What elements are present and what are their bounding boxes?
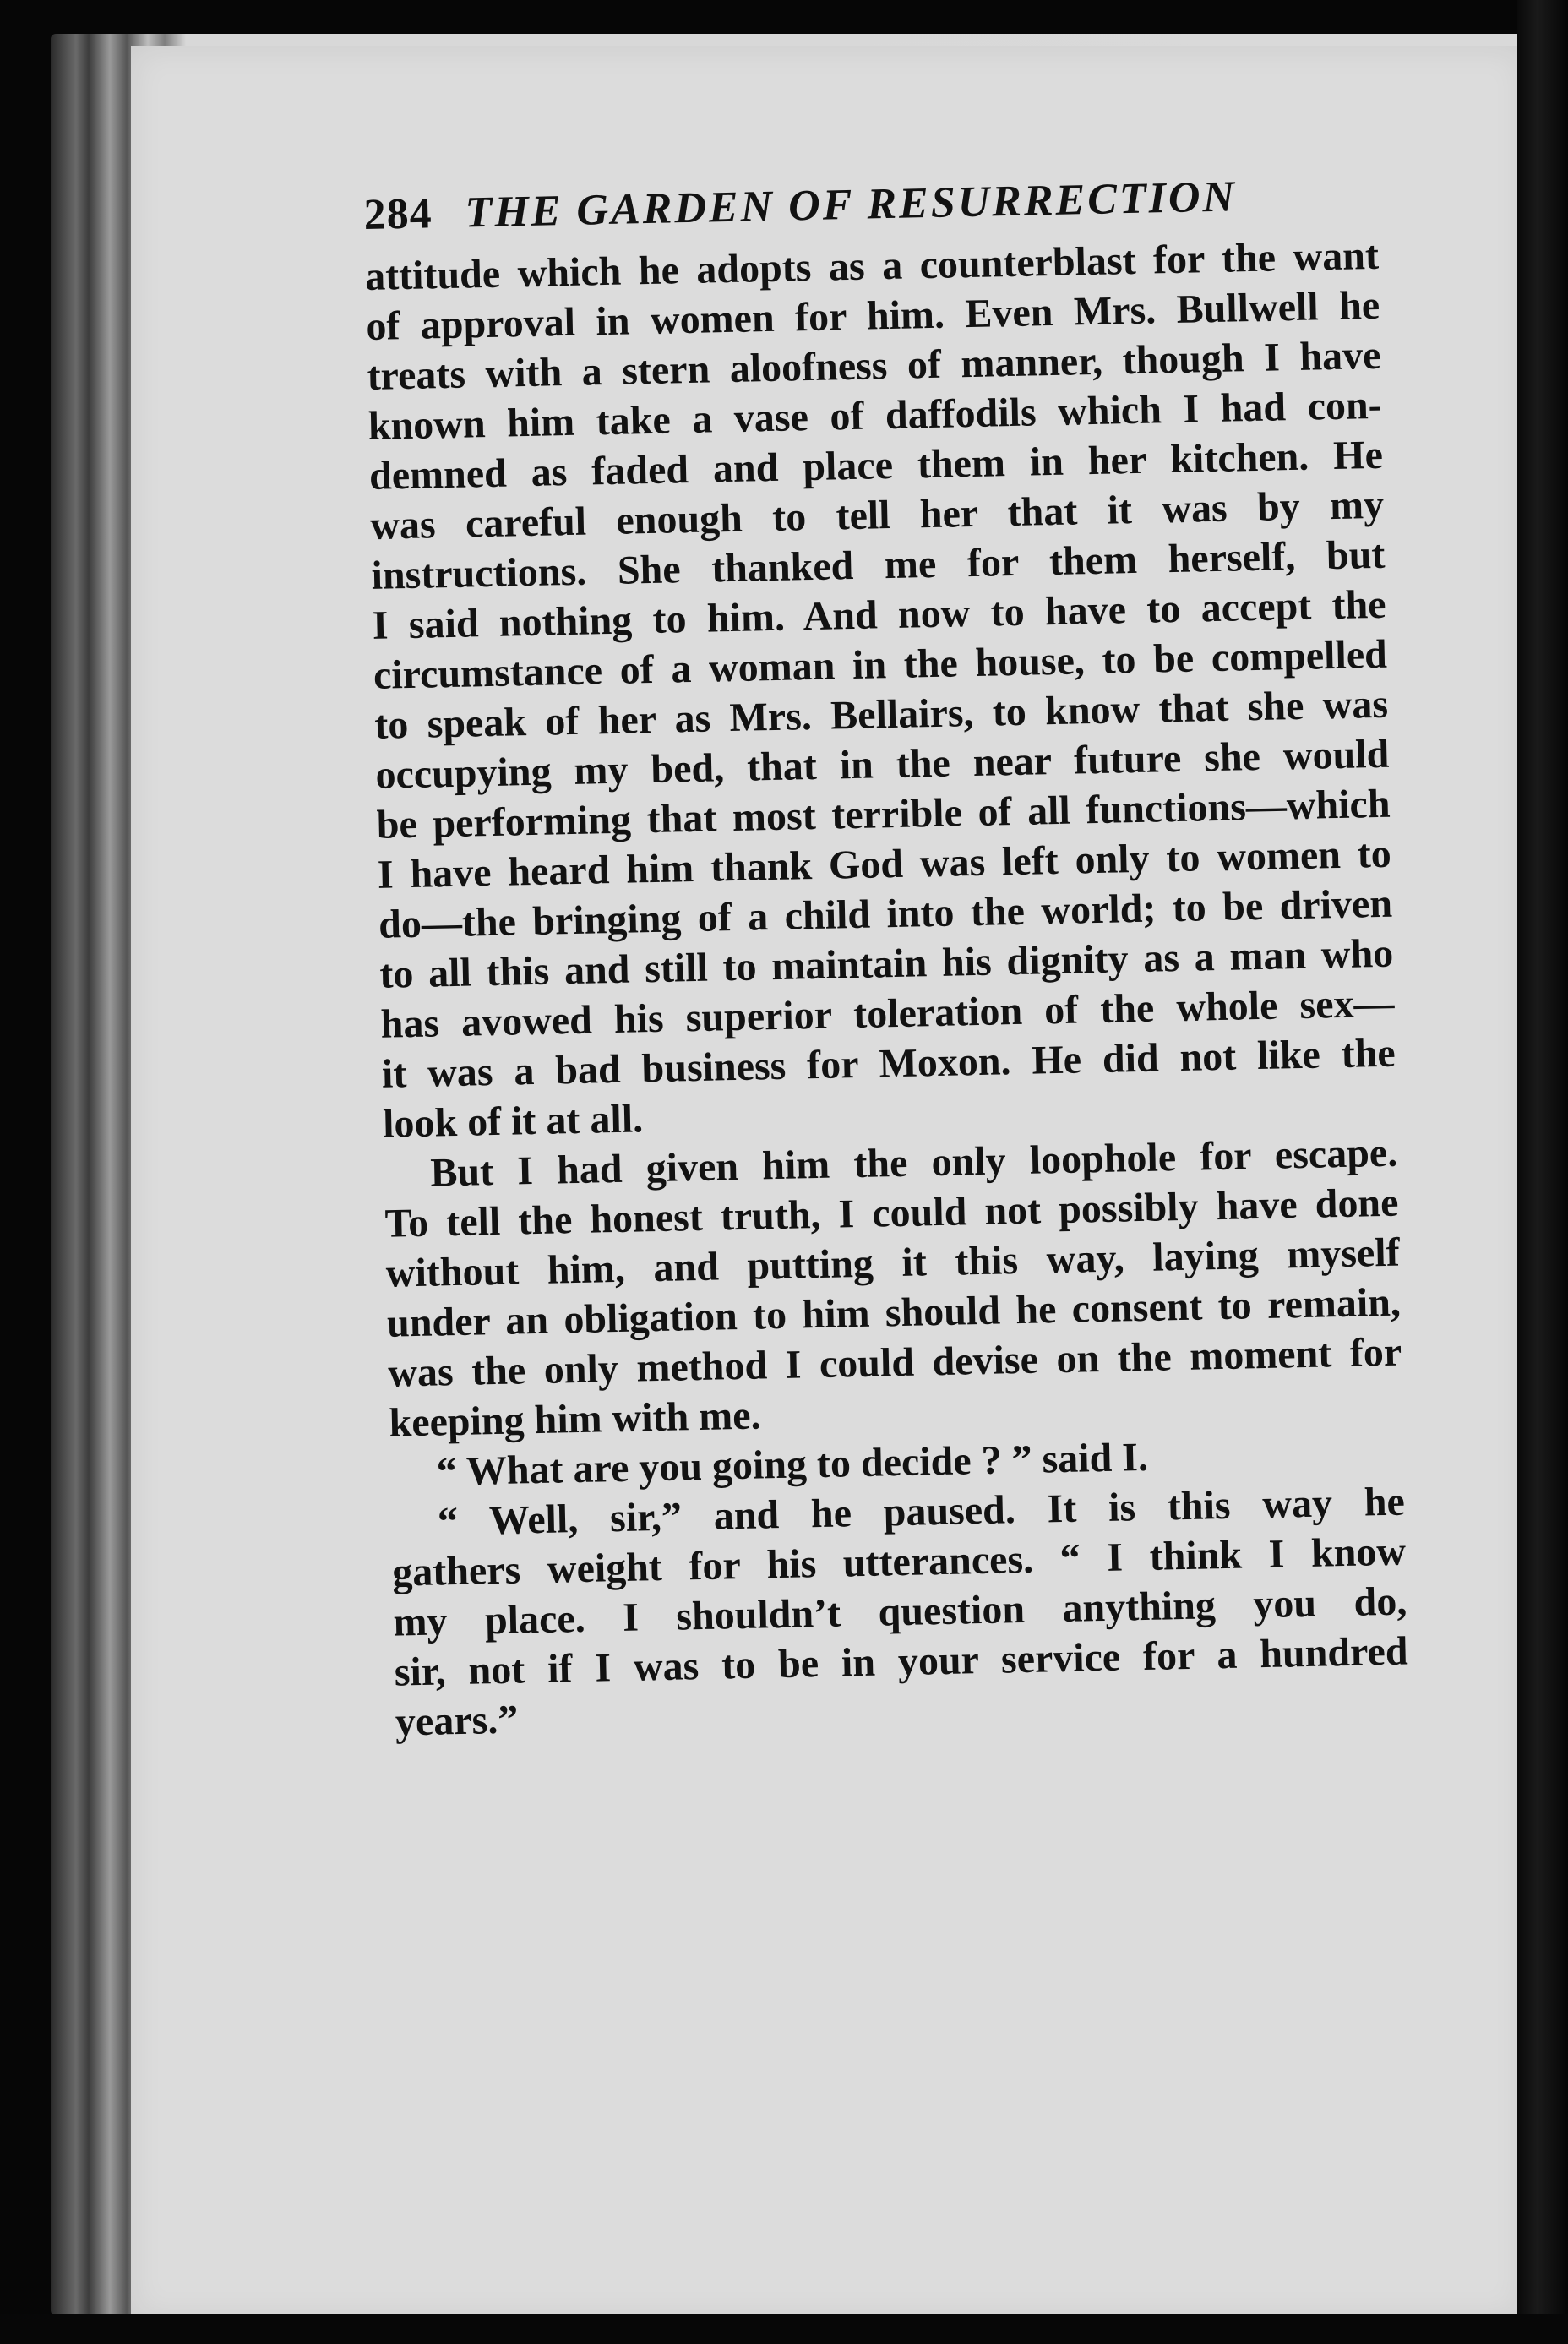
text-line: my place. I shouldn’t question anything you do, <box>392 1578 1407 1645</box>
text-line: has avowed his superior toleration of the whole sex— <box>380 980 1395 1047</box>
text-line: was the only method I could devise on the moment for <box>387 1329 1402 1396</box>
text-line: attitude which he adopts as a counterblast for the want <box>364 232 1380 299</box>
text-line: keeping him with me. <box>389 1393 762 1446</box>
text-line: occupying my bed, that in the near future she would <box>374 731 1390 798</box>
bottom-shadow <box>0 2314 1568 2344</box>
text-line: to all this and still to maintain his dignity as a man who <box>378 930 1394 997</box>
text-line: I have heard him thank God was left only to women to <box>377 831 1392 897</box>
text-line: instructions. She thanked me for them herself, but <box>371 531 1386 598</box>
text-line: To tell the honest truth, I could not possibly have done <box>384 1180 1399 1246</box>
text-line: be performing that most terrible of all functions—which <box>376 781 1391 848</box>
text-line: sir, not if I was to be in your service for a hundred <box>394 1628 1409 1695</box>
text-line: do—the bringing of a child into the world; to be driven <box>378 880 1393 947</box>
text-line: to speak of her as Mrs. Bellairs, to know that she was <box>373 681 1389 748</box>
text-line: of approval in women for him. Even Mrs. Bullwell he <box>365 282 1380 349</box>
text-line: under an obligation to him should he consent to remain, <box>386 1279 1402 1346</box>
text-line: was careful enough to tell her that it was by my <box>369 482 1385 548</box>
text-line: I said nothing to him. And now to have to accept the <box>372 581 1387 648</box>
text-line: it was a bad business for Moxon. He did not like the <box>381 1030 1396 1097</box>
page-text-block <box>363 168 1443 1747</box>
text-line: But I had given him the only loophole for escape. <box>429 1130 1398 1196</box>
text-line: look of it at all. <box>382 1096 644 1147</box>
text-line: years.” <box>395 1697 519 1745</box>
text-line: “ What are you going to decide ? ” said I. <box>436 1434 1149 1495</box>
text-line: circumstance of a woman in the house, to be compelled <box>373 631 1388 698</box>
text-line: “ Well, sir,” and he paused. It is this way he <box>437 1479 1406 1545</box>
page-number: 284 <box>363 189 433 239</box>
right-binding-shadow <box>1517 0 1568 2344</box>
text-line: known him take a vase of daffodils which I had con- <box>368 382 1383 449</box>
text-line: demned as faded and place them in her kitchen. He <box>368 432 1384 499</box>
text-line: without him, and putting it this way, laying myself <box>385 1229 1401 1296</box>
body-text <box>365 230 1444 1747</box>
text-line: gathers weight for his utterances. “ I think I know <box>391 1529 1407 1595</box>
running-title: THE GARDEN OF RESURRECTION <box>464 172 1238 237</box>
text-line: treats with a stern aloofness of manner, though I have <box>367 332 1381 399</box>
